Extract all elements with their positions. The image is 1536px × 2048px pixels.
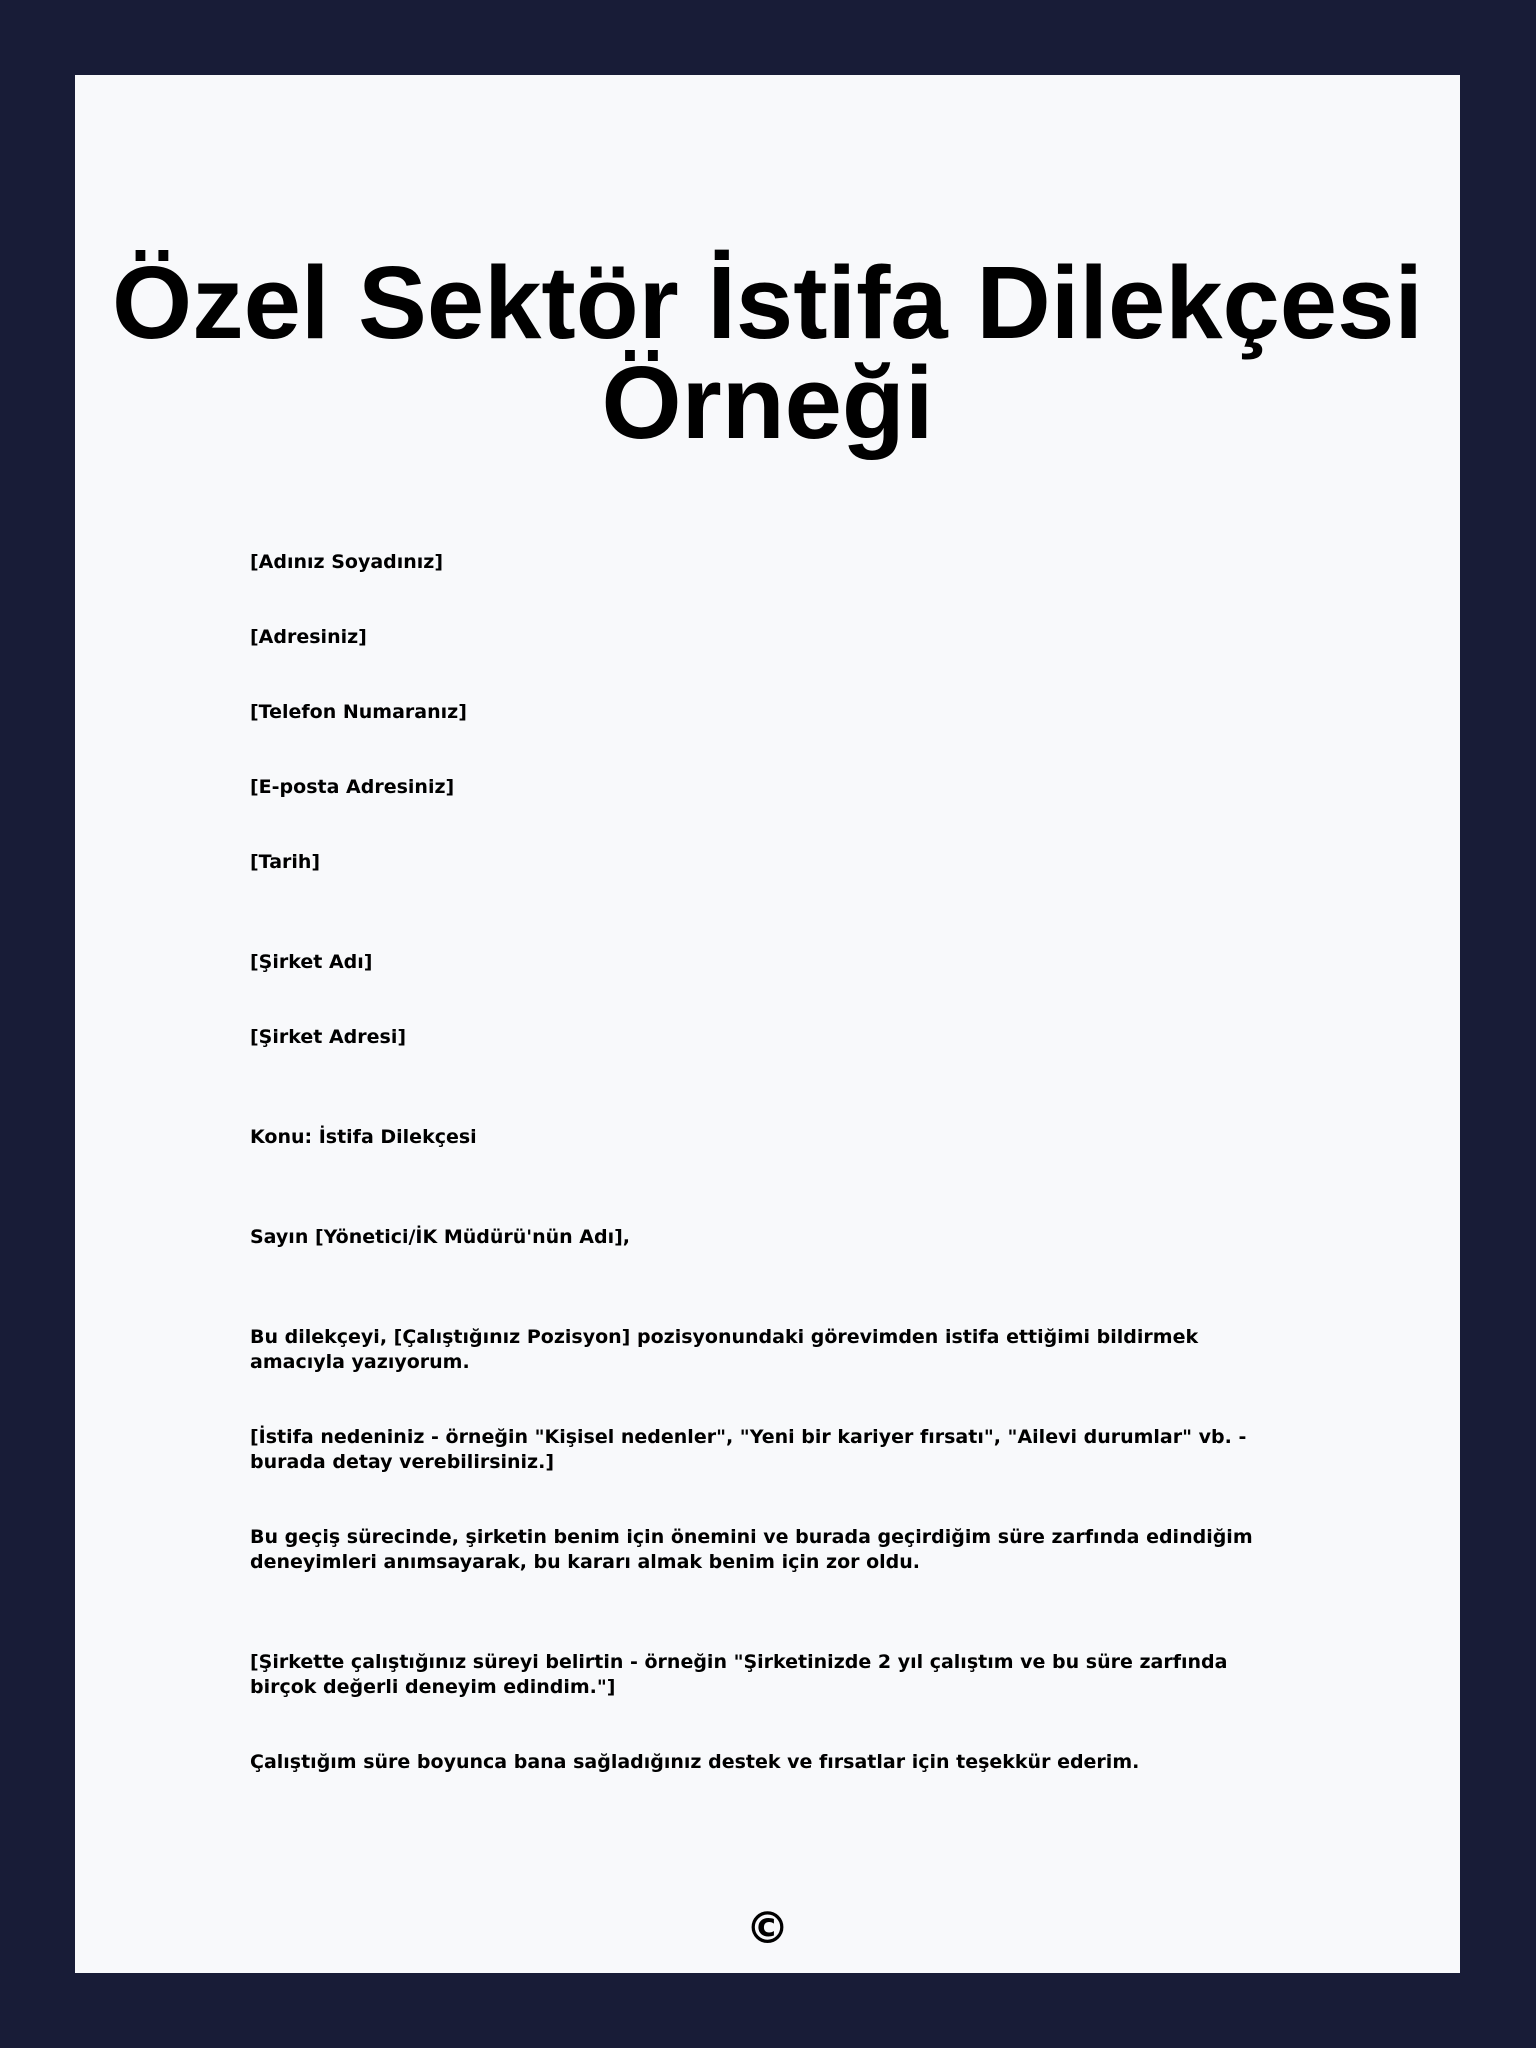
sender-phone: [Telefon Numaranız] xyxy=(250,701,467,723)
body-paragraph: [Şirkette çalıştığınız süreyi belirtin - örneğin "Şirketinizde 2 yıl çalıştım ve bu süre zarfında birçok değerli deneyim edindim."] xyxy=(250,1651,1228,1698)
body-paragraph: Çalıştığım süre boyunca bana sağladığınız destek ve fırsatlar için teşekkür ederim. xyxy=(250,1751,1140,1773)
body-paragraph: [İstifa nedeniniz - örneğin "Kişisel nedenler", "Yeni bir kariyer fırsatı", "Ailevi durumlar" vb. - burada detay verebilirsiniz.] xyxy=(250,1426,1247,1473)
sender-email: [E-posta Adresiniz] xyxy=(250,776,455,798)
letter-date: [Tarih] xyxy=(250,851,321,873)
letter-salutation: Sayın [Yönetici/İK Müdürü'nün Adı], xyxy=(250,1226,631,1248)
sender-address: [Adresiniz] xyxy=(250,626,367,648)
document-page xyxy=(75,75,1460,1973)
document-title: Özel Sektör İstifa Dilekçesi Örneği xyxy=(112,245,1423,460)
body-paragraph: Bu geçiş sürecinde, şirketin benim için önemini ve burada geçirdiğim süre zarfında edindiğim deneyimleri anımsayarak, bu kararı almak benim için zor oldu. xyxy=(250,1526,1253,1573)
recipient-company-address: [Şirket Adresi] xyxy=(250,1026,407,1048)
sender-name: [Adınız Soyadınız] xyxy=(250,551,444,573)
letter-subject: Konu: İstifa Dilekçesi xyxy=(250,1126,477,1148)
copyright-icon: © xyxy=(745,1903,790,1954)
recipient-company-name: [Şirket Adı] xyxy=(250,951,373,973)
body-paragraph: Bu dilekçeyi, [Çalıştığınız Pozisyon] pozisyonundaki görevimden istifa ettiğimi bildirmek amacıyla yazıyorum. xyxy=(250,1326,1199,1373)
